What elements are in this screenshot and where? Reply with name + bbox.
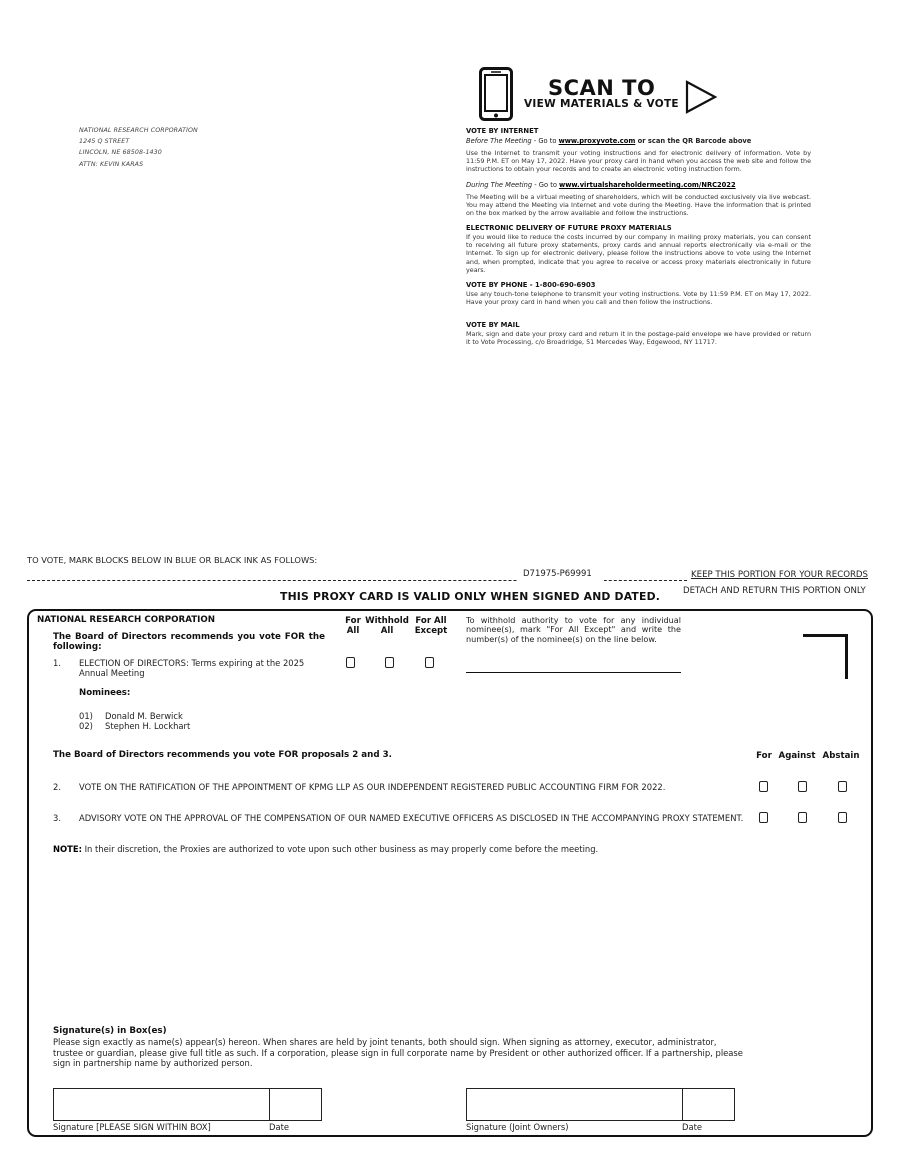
nominee-number: 01): [79, 711, 93, 721]
vote-phone-heading: VOTE BY PHONE - 1-800-690-6903: [466, 281, 596, 289]
address-line: ATTN: KEVIN KARAS: [79, 160, 144, 168]
proposal-3-abstain-checkbox[interactable]: [838, 812, 847, 823]
scan-title: SCAN TO: [548, 76, 656, 100]
scan-subtitle: VIEW MATERIALS & VOTE: [524, 98, 679, 110]
signature-box[interactable]: [53, 1088, 270, 1121]
col-against: Against: [778, 751, 816, 761]
proxyvote-link[interactable]: www.proxyvote.com: [558, 137, 636, 145]
col-abstain: Abstain: [822, 751, 860, 761]
date-box[interactable]: [269, 1088, 322, 1121]
mail-body: Mark, sign and date your proxy card and return it in the postage-paid envelope we have provided or return it to Vote Processing, c/o Broadridge, 51 Mercedes Way, Edgewood, NY 11717.: [466, 330, 811, 347]
vote-internet-heading: VOTE BY INTERNET: [466, 127, 539, 135]
vote-mail-heading: VOTE BY MAIL: [466, 321, 520, 329]
electronic-delivery-body: If you would like to reduce the costs incurred by our company in mailing proxy materials, you can consent to receiving all future proxy statements, proxy cards and annual reports electronically via e-mail or the Internet. To sign up for electronic delivery, please follow the instructions above to vote using the Internet and, when prompted, indicate that you agree to receive or access proxy materials electronically in future years.: [466, 233, 811, 274]
corner-mark: [803, 634, 848, 679]
date-label: Date: [269, 1122, 290, 1132]
address-line: LINCOLN, NE 68508-1430: [79, 149, 162, 157]
during-meeting-pre: - Go to: [532, 181, 560, 189]
address-line: NATIONAL RESEARCH CORPORATION: [79, 127, 198, 134]
signature-heading: Signature(s) in Box(es): [53, 1026, 167, 1036]
proposal-2-for-checkbox[interactable]: [759, 781, 768, 792]
joint-signature-box[interactable]: [466, 1088, 683, 1121]
phone-body: Use any touch-tone telephone to transmit your voting instructions. Vote by 11:59 P.M. ET on May 17, 2022. Have your proxy card in hand when you call and then follow the instructions.: [466, 290, 811, 307]
col-for-all-except: [411, 616, 451, 636]
electronic-delivery-heading: ELECTRONIC DELIVERY OF FUTURE PROXY MATERIALS: [466, 224, 672, 232]
board-recommendation-2: The Board of Directors recommends you vote FOR proposals 2 and 3.: [53, 750, 392, 760]
joint-date-label: Date: [682, 1122, 703, 1132]
nominee-name: Donald M. Berwick: [105, 711, 183, 721]
meeting-body: The Meeting will be a virtual meeting of shareholders, which will be conducted exclusively via live webcast. You may attend the Meeting via Internet and vote during the Meeting. Have the information that is printed on the box marked by the arrow available and follow the instructions.: [466, 193, 811, 218]
proposal-1-text: ELECTION OF DIRECTORS: Terms expiring at the 2025 Annual Meeting: [79, 658, 305, 678]
proposal-3-text: ADVISORY VOTE ON THE APPROVAL OF THE COMPENSATION OF OUR NAMED EXECUTIVE OFFICERS AS DISCLOSED IN THE ACCOMPANYING PROXY STATEMENT.: [79, 813, 744, 823]
nominee-name: Stephen H. Lockhart: [105, 721, 191, 731]
proposal-2-text: VOTE ON THE RATIFICATION OF THE APPOINTMENT OF KPMG LLP AS OUR INDEPENDENT REGISTERED PUBLIC ACCOUNTING FIRM FOR 2022.: [79, 782, 666, 792]
proposal-3-against-checkbox[interactable]: [798, 812, 807, 823]
col-for: For: [756, 751, 772, 761]
smartphone-icon: [479, 67, 513, 121]
for-all-except-checkbox[interactable]: [425, 657, 434, 668]
before-meeting-line: [466, 137, 751, 145]
nominees-heading: Nominees:: [79, 688, 131, 698]
internet-body: Use the Internet to transmit your voting instructions and for electronic delivery of information. Vote by 11:59 P.M. ET on May 17, 2022. Have your proxy card in hand when you access the web site and follow the instructions to obtain your records and to create an electronic voting instruction form.: [466, 149, 811, 174]
proposal-2-abstain-checkbox[interactable]: [838, 781, 847, 792]
keep-portion-label: KEEP THIS PORTION FOR YOUR RECORDS: [691, 570, 868, 580]
nominee-number: 02): [79, 721, 93, 731]
proposal-2-number: 2.: [53, 782, 61, 792]
joint-signature-label: Signature (Joint Owners): [466, 1122, 569, 1132]
mark-instruction: TO VOTE, MARK BLOCKS BELOW IN BLUE OR BLACK INK AS FOLLOWS:: [27, 555, 318, 565]
during-meeting-label: During The Meeting: [466, 181, 533, 189]
withhold-all-checkbox[interactable]: [385, 657, 394, 668]
card-company-name: NATIONAL RESEARCH CORPORATION: [37, 615, 216, 625]
col-label: For: [345, 616, 361, 626]
valid-notice: THIS PROXY CARD IS VALID ONLY WHEN SIGNED AND DATED.: [280, 590, 661, 603]
for-all-checkbox[interactable]: [346, 657, 355, 668]
col-label: For All: [415, 616, 447, 626]
before-meeting-label: Before The Meeting: [466, 137, 532, 145]
proposal-3-for-checkbox[interactable]: [759, 812, 768, 823]
detach-portion-label: DETACH AND RETURN THIS PORTION ONLY: [683, 586, 866, 596]
before-meeting-post: or scan the QR Barcode above: [635, 137, 752, 145]
col-label: Withhold: [365, 616, 409, 626]
note-label: NOTE:: [53, 844, 82, 854]
before-meeting-pre: - Go to: [531, 137, 559, 145]
play-arrow-icon: [684, 80, 718, 114]
control-code: D71975-P69991: [523, 569, 592, 579]
col-label: All: [380, 626, 394, 636]
address-line: 1245 Q STREET: [79, 138, 130, 146]
except-nominee-line[interactable]: [466, 672, 681, 673]
mailing-address: [79, 125, 198, 170]
signature-label: Signature [PLEASE SIGN WITHIN BOX]: [53, 1122, 211, 1132]
proposal-1-number: 1.: [53, 658, 61, 668]
col-label: All: [346, 626, 360, 636]
col-withhold-all: [364, 616, 410, 636]
note-text: In their discretion, the Proxies are authorized to vote upon such other business as may properly come before the meeting.: [81, 844, 599, 854]
proposal-3-number: 3.: [53, 813, 61, 823]
board-recommendation-1: The Board of Directors recommends you vote FOR the following:: [53, 632, 325, 652]
virtual-meeting-link[interactable]: www.virtualshareholdermeeting.com/NRC2022: [559, 181, 736, 189]
col-for-all: [340, 616, 366, 636]
joint-date-box[interactable]: [682, 1088, 735, 1121]
col-label: Except: [414, 626, 448, 636]
during-meeting-line: [466, 181, 736, 189]
proposal-2-against-checkbox[interactable]: [798, 781, 807, 792]
withhold-instruction: To withhold authority to vote for any individual nominee(s), mark "For All Except" and write the number(s) of the nominee(s) on the line below.: [466, 615, 681, 644]
note: [53, 844, 598, 854]
signature-instructions: Please sign exactly as name(s) appear(s) hereon. When shares are held by joint tenants, both should sign. When signing as attorney, executor, administrator, trustee or guardian, please give full title as such. If a corporation, please sign in full corporate name by President or other authorized officer. If a partnership, please sign in partnership name by authorized person.: [53, 1037, 743, 1069]
